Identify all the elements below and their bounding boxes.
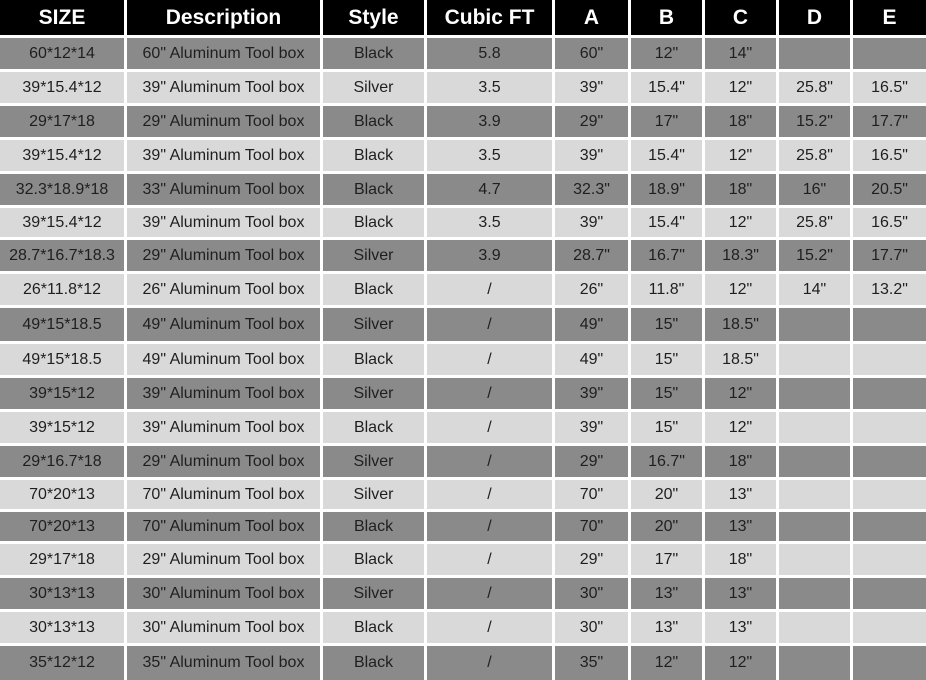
table-cell bbox=[779, 544, 853, 575]
table-cell: 18.5" bbox=[705, 344, 779, 375]
table-cell: 30" bbox=[555, 612, 631, 643]
table-cell: 5.8 bbox=[427, 38, 555, 69]
table-cell: 29" Aluminum Tool box bbox=[127, 240, 323, 271]
table-cell: / bbox=[427, 612, 555, 643]
table-cell: 70" Aluminum Tool box bbox=[127, 512, 323, 541]
column-header: B bbox=[631, 0, 705, 35]
table-cell: 4.7 bbox=[427, 174, 555, 205]
table-cell: 15" bbox=[631, 344, 705, 375]
table-cell: 3.5 bbox=[427, 208, 555, 237]
table-cell: 15" bbox=[631, 412, 705, 443]
table-cell: 16.7" bbox=[631, 446, 705, 477]
table-cell: 20" bbox=[631, 480, 705, 509]
table-cell: 15" bbox=[631, 378, 705, 409]
table-row bbox=[0, 344, 926, 375]
table-cell: 3.9 bbox=[427, 106, 555, 137]
table-cell: 12" bbox=[705, 72, 779, 103]
column-header: Style bbox=[323, 0, 427, 35]
table-cell: 32.3" bbox=[555, 174, 631, 205]
table-cell: 49*15*18.5 bbox=[0, 308, 127, 341]
table-cell: 32.3*18.9*18 bbox=[0, 174, 127, 205]
table-cell: / bbox=[427, 412, 555, 443]
table-row bbox=[0, 378, 926, 409]
table-cell: / bbox=[427, 646, 555, 680]
table-cell: 12" bbox=[705, 378, 779, 409]
table-cell bbox=[779, 378, 853, 409]
table-header-row bbox=[0, 0, 926, 35]
table-cell: Black bbox=[323, 106, 427, 137]
table-cell: 3.5 bbox=[427, 140, 555, 171]
table-cell: 49" Aluminum Tool box bbox=[127, 308, 323, 341]
table-cell: 29" bbox=[555, 446, 631, 477]
table-cell: / bbox=[427, 446, 555, 477]
table-cell: 25.8" bbox=[779, 72, 853, 103]
table-cell: 18.3" bbox=[705, 240, 779, 271]
table-cell: 18" bbox=[705, 544, 779, 575]
table-cell: 39" Aluminum Tool box bbox=[127, 140, 323, 171]
table-cell: Black bbox=[323, 512, 427, 541]
table-cell: 30" Aluminum Tool box bbox=[127, 612, 323, 643]
table-cell: 15.4" bbox=[631, 208, 705, 237]
table-cell: 30*13*13 bbox=[0, 578, 127, 609]
table-cell: 12" bbox=[705, 208, 779, 237]
table-cell: 33" Aluminum Tool box bbox=[127, 174, 323, 205]
table-row bbox=[0, 72, 926, 103]
table-cell: 35*12*12 bbox=[0, 646, 127, 680]
table-cell bbox=[779, 646, 853, 680]
table-cell: 17.7" bbox=[853, 106, 926, 137]
table-cell: 29" bbox=[555, 106, 631, 137]
table-cell: Black bbox=[323, 174, 427, 205]
table-row bbox=[0, 480, 926, 509]
table-cell: 70" Aluminum Tool box bbox=[127, 480, 323, 509]
table-cell: 29" Aluminum Tool box bbox=[127, 446, 323, 477]
table-cell: 28.7*16.7*18.3 bbox=[0, 240, 127, 271]
table-cell: 60*12*14 bbox=[0, 38, 127, 69]
table-cell: 39" Aluminum Tool box bbox=[127, 72, 323, 103]
table-cell: 12" bbox=[705, 412, 779, 443]
table-cell: 17" bbox=[631, 106, 705, 137]
table-cell: 70" bbox=[555, 480, 631, 509]
table-cell: 49" bbox=[555, 308, 631, 341]
table-cell: 39" bbox=[555, 140, 631, 171]
table-cell bbox=[779, 512, 853, 541]
table-cell: 70*20*13 bbox=[0, 512, 127, 541]
table-cell: 29*16.7*18 bbox=[0, 446, 127, 477]
table-cell: / bbox=[427, 578, 555, 609]
table-cell bbox=[853, 378, 926, 409]
table-cell: 60" Aluminum Tool box bbox=[127, 38, 323, 69]
table-cell bbox=[853, 344, 926, 375]
table-cell: / bbox=[427, 378, 555, 409]
table-cell bbox=[779, 446, 853, 477]
table-row bbox=[0, 446, 926, 477]
table-cell: 15" bbox=[631, 308, 705, 341]
table-cell: Silver bbox=[323, 480, 427, 509]
table-cell: 18" bbox=[705, 106, 779, 137]
table-cell: 13" bbox=[705, 578, 779, 609]
table-row bbox=[0, 38, 926, 69]
table-cell: Silver bbox=[323, 72, 427, 103]
table-cell bbox=[853, 412, 926, 443]
table-cell: Black bbox=[323, 612, 427, 643]
table-cell: 39" bbox=[555, 378, 631, 409]
table-cell: / bbox=[427, 308, 555, 341]
table-row bbox=[0, 208, 926, 237]
table-cell bbox=[779, 412, 853, 443]
table-cell: Black bbox=[323, 412, 427, 443]
table-cell bbox=[853, 612, 926, 643]
table-cell: / bbox=[427, 512, 555, 541]
table-cell: 16.5" bbox=[853, 140, 926, 171]
table-cell: / bbox=[427, 480, 555, 509]
table-cell: 28.7" bbox=[555, 240, 631, 271]
column-header: A bbox=[555, 0, 631, 35]
table-cell: Silver bbox=[323, 446, 427, 477]
table-cell: 13" bbox=[705, 480, 779, 509]
table-cell: 14" bbox=[779, 274, 853, 305]
table-cell bbox=[779, 612, 853, 643]
table-row bbox=[0, 612, 926, 643]
column-header: D bbox=[779, 0, 853, 35]
table-cell: 15.4" bbox=[631, 72, 705, 103]
table-cell: Black bbox=[323, 544, 427, 575]
table-cell: 60" bbox=[555, 38, 631, 69]
table-cell: 15.2" bbox=[779, 240, 853, 271]
table-cell: 35" Aluminum Tool box bbox=[127, 646, 323, 680]
table-cell: 39" Aluminum Tool box bbox=[127, 208, 323, 237]
table-cell: Silver bbox=[323, 308, 427, 341]
table-cell: / bbox=[427, 274, 555, 305]
table-cell: Black bbox=[323, 344, 427, 375]
table-cell bbox=[779, 480, 853, 509]
table-cell: 39" bbox=[555, 72, 631, 103]
table-cell: 29" Aluminum Tool box bbox=[127, 544, 323, 575]
table-cell: Black bbox=[323, 38, 427, 69]
table-cell: 12" bbox=[705, 274, 779, 305]
table-cell: 30*13*13 bbox=[0, 612, 127, 643]
table-cell: 13" bbox=[705, 512, 779, 541]
table-cell: 16.7" bbox=[631, 240, 705, 271]
table-cell: 29" bbox=[555, 544, 631, 575]
table-row bbox=[0, 106, 926, 137]
table-cell: 49" Aluminum Tool box bbox=[127, 344, 323, 375]
table-cell: 18" bbox=[705, 446, 779, 477]
table-cell: 70" bbox=[555, 512, 631, 541]
table-cell: Black bbox=[323, 140, 427, 171]
table-cell bbox=[779, 578, 853, 609]
table-cell: 12" bbox=[705, 140, 779, 171]
table-cell: 15.2" bbox=[779, 106, 853, 137]
table-row bbox=[0, 544, 926, 575]
table-row bbox=[0, 274, 926, 305]
table-cell: Black bbox=[323, 274, 427, 305]
table-cell: 14" bbox=[705, 38, 779, 69]
table-cell: 25.8" bbox=[779, 140, 853, 171]
table-cell: 29*17*18 bbox=[0, 106, 127, 137]
table-cell: 15.4" bbox=[631, 140, 705, 171]
table-cell: 39" bbox=[555, 412, 631, 443]
table-cell: 13" bbox=[631, 578, 705, 609]
table-cell bbox=[853, 646, 926, 680]
column-header: C bbox=[705, 0, 779, 35]
table-cell: 20.5" bbox=[853, 174, 926, 205]
table-cell: 11.8" bbox=[631, 274, 705, 305]
table-row bbox=[0, 174, 926, 205]
table-cell bbox=[853, 544, 926, 575]
table-cell: 3.9 bbox=[427, 240, 555, 271]
table-cell: 16.5" bbox=[853, 72, 926, 103]
table-cell: Black bbox=[323, 208, 427, 237]
table-cell: 3.5 bbox=[427, 72, 555, 103]
table-cell: 39*15.4*12 bbox=[0, 208, 127, 237]
table-cell: 18" bbox=[705, 174, 779, 205]
table-row bbox=[0, 578, 926, 609]
table-cell: 39" Aluminum Tool box bbox=[127, 412, 323, 443]
table-row bbox=[0, 140, 926, 171]
table-cell: 13" bbox=[631, 612, 705, 643]
table-cell: 29" Aluminum Tool box bbox=[127, 106, 323, 137]
table-row bbox=[0, 512, 926, 541]
table-cell: 16" bbox=[779, 174, 853, 205]
table-cell: 13.2" bbox=[853, 274, 926, 305]
table-cell: 39*15*12 bbox=[0, 412, 127, 443]
table-cell: 12" bbox=[705, 646, 779, 680]
table-cell: 49*15*18.5 bbox=[0, 344, 127, 375]
table-cell: 16.5" bbox=[853, 208, 926, 237]
table-cell bbox=[779, 308, 853, 341]
table-cell: 12" bbox=[631, 38, 705, 69]
table-cell: 39" bbox=[555, 208, 631, 237]
table-row bbox=[0, 240, 926, 271]
table-cell bbox=[853, 308, 926, 341]
table-cell: Silver bbox=[323, 378, 427, 409]
table-cell: 39*15.4*12 bbox=[0, 72, 127, 103]
column-header: E bbox=[853, 0, 926, 35]
table-cell: / bbox=[427, 544, 555, 575]
table-cell: 26" bbox=[555, 274, 631, 305]
table-cell: 29*17*18 bbox=[0, 544, 127, 575]
table-cell: 49" bbox=[555, 344, 631, 375]
table-cell: 18.9" bbox=[631, 174, 705, 205]
table-cell: 20" bbox=[631, 512, 705, 541]
table-cell: 25.8" bbox=[779, 208, 853, 237]
table-cell bbox=[779, 344, 853, 375]
table-row bbox=[0, 646, 926, 680]
column-header: Cubic FT bbox=[427, 0, 555, 35]
table-cell: Silver bbox=[323, 578, 427, 609]
table-cell bbox=[853, 480, 926, 509]
table-row bbox=[0, 412, 926, 443]
table-cell: Silver bbox=[323, 240, 427, 271]
table-cell: 26*11.8*12 bbox=[0, 274, 127, 305]
table-cell bbox=[779, 38, 853, 69]
table-cell: 39" Aluminum Tool box bbox=[127, 378, 323, 409]
table-cell: 17.7" bbox=[853, 240, 926, 271]
table-cell: 39*15*12 bbox=[0, 378, 127, 409]
table-cell: 39*15.4*12 bbox=[0, 140, 127, 171]
table-cell: / bbox=[427, 344, 555, 375]
table-cell: 30" Aluminum Tool box bbox=[127, 578, 323, 609]
table-cell: 26" Aluminum Tool box bbox=[127, 274, 323, 305]
table-cell: 70*20*13 bbox=[0, 480, 127, 509]
table-cell: 13" bbox=[705, 612, 779, 643]
table-row bbox=[0, 308, 926, 341]
table-cell bbox=[853, 578, 926, 609]
table-cell: Black bbox=[323, 646, 427, 680]
table-cell: 30" bbox=[555, 578, 631, 609]
table-cell: 12" bbox=[631, 646, 705, 680]
column-header: Description bbox=[127, 0, 323, 35]
table-cell: 35" bbox=[555, 646, 631, 680]
table-cell bbox=[853, 446, 926, 477]
table-cell: 17" bbox=[631, 544, 705, 575]
table-cell bbox=[853, 512, 926, 541]
table-cell: 18.5" bbox=[705, 308, 779, 341]
table-cell bbox=[853, 38, 926, 69]
column-header: SIZE bbox=[0, 0, 127, 35]
